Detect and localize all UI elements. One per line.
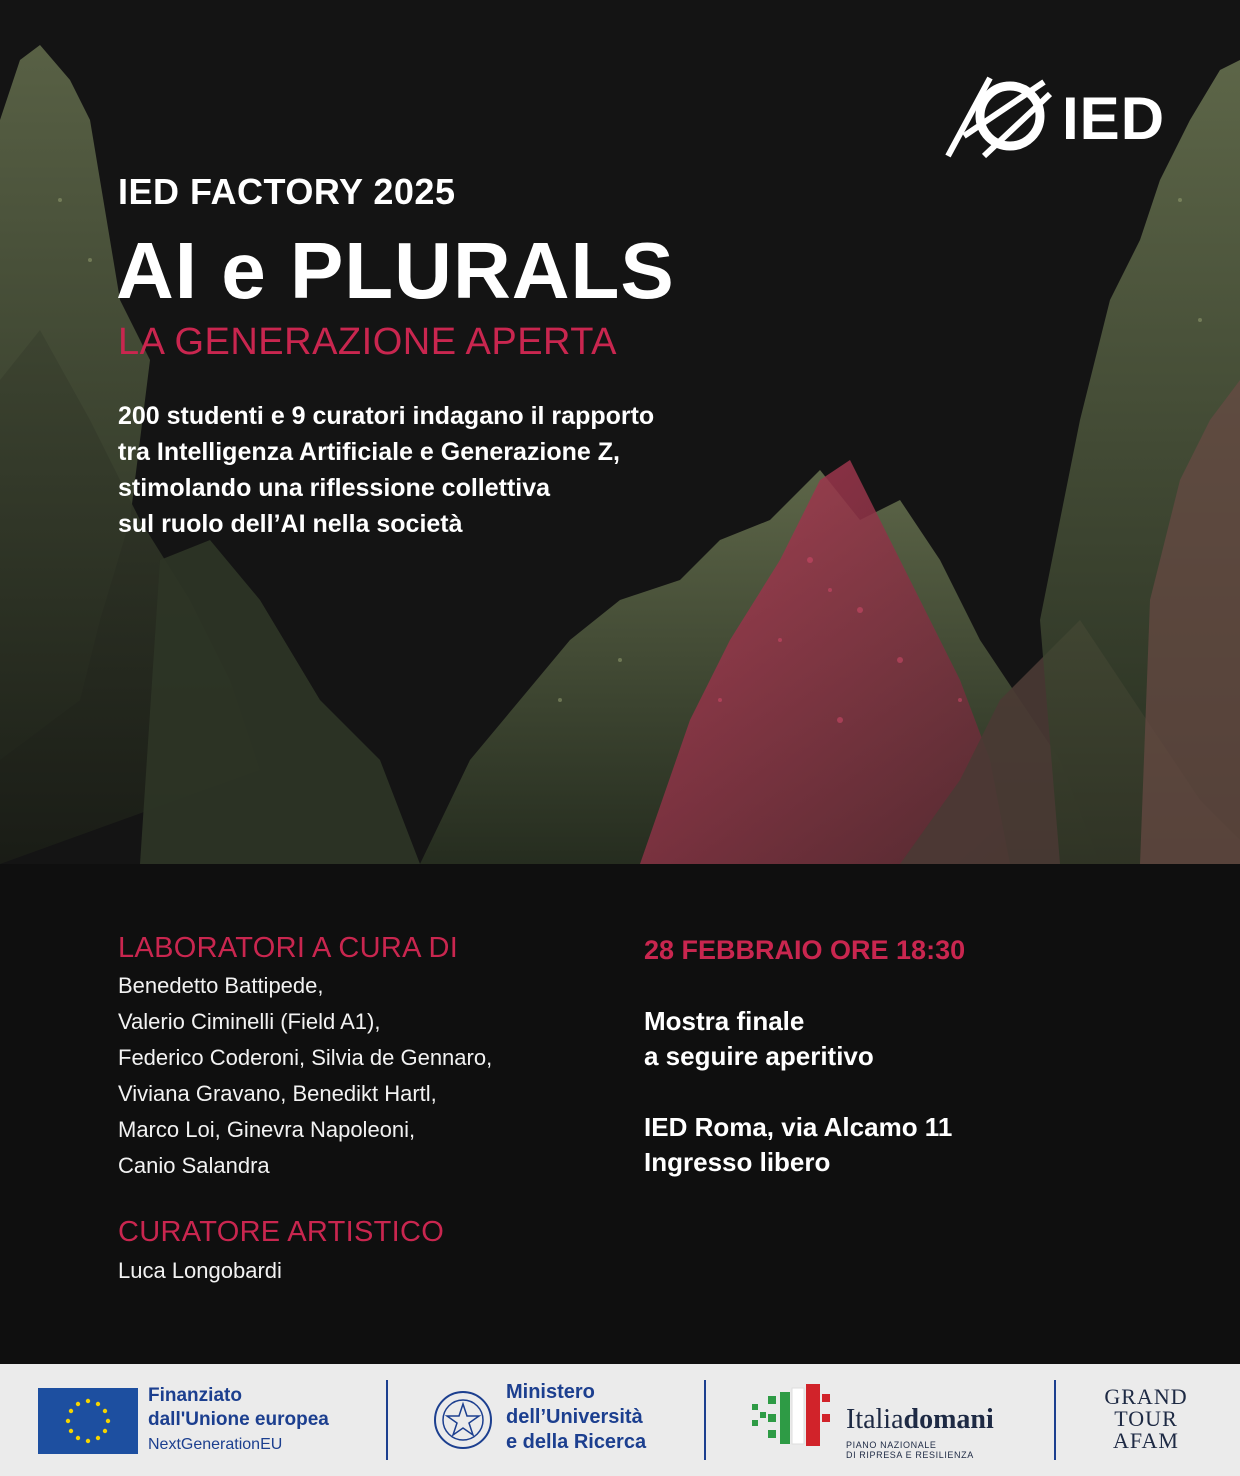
eu-text-1: Finanziato [148, 1385, 242, 1406]
list-item: Viviana Gravano, Benedikt Hartl, [118, 1081, 437, 1106]
description-line: 200 studenti e 9 curatori indagano il rapporto [118, 402, 655, 430]
eu-flag-icon [38, 1388, 138, 1454]
event-entry: Ingresso libero [644, 1147, 831, 1177]
list-item: Canio Salandra [118, 1153, 270, 1178]
divider [1054, 1380, 1056, 1460]
mur-text-1: Ministero [506, 1381, 595, 1403]
description [118, 398, 818, 542]
italian-emblem-icon [430, 1382, 496, 1458]
divider [704, 1380, 706, 1460]
description-line: stimolando una riflessione collettiva [118, 474, 551, 502]
divider [386, 1380, 388, 1460]
italiadomani-wordmark: Italiadomani [846, 1404, 994, 1435]
mur-text-3: e della Ricerca [506, 1431, 647, 1453]
page-subtitle: LA GENERAZIONE APERTA [118, 321, 618, 363]
eu-text-2: dall'Unione europea [148, 1409, 329, 1430]
event-kicker: IED FACTORY 2025 [118, 171, 456, 212]
event-date: 28 FEBBRAIO ORE 18:30 [644, 935, 966, 965]
brand-name: IED [1062, 85, 1166, 152]
labs-heading: LABORATORI A CURA DI [118, 932, 459, 964]
description-line: tra Intelligenza Artificiale e Generazione Z, [118, 438, 620, 466]
italiadomani-subtitle: PIANO NAZIONALE DI RIPRESA E RESILIENZA [846, 1440, 974, 1460]
grand-tour-afam-logo: GRAND TOUR AFAM [1104, 1384, 1188, 1453]
curator-name: Luca Longobardi [118, 1258, 282, 1283]
list-item: Marco Loi, Ginevra Napoleoni, [118, 1117, 416, 1142]
event-line: Mostra finale [644, 1006, 805, 1036]
event-venue: IED Roma, via Alcamo 11 [644, 1112, 953, 1142]
curator-heading: CURATORE ARTISTICO [118, 1216, 445, 1248]
footer-logos [0, 1364, 1240, 1476]
list-item: Federico Coderoni, Silvia de Gennaro, [118, 1045, 493, 1070]
list-item: Valerio Ciminelli (Field A1), [118, 1009, 381, 1034]
italiadomani-logo-icon [748, 1384, 838, 1450]
list-item: Benedetto Battipede, [118, 973, 324, 998]
event-line: a seguire aperitivo [644, 1041, 874, 1071]
mur-text-2: dell’Università [506, 1406, 643, 1428]
labs-list [118, 968, 492, 1184]
page-title: AI e PLURALS [116, 226, 675, 315]
eu-text-3: NextGenerationEU [148, 1436, 283, 1453]
description-line: sul ruolo dell’AI nella società [118, 510, 463, 538]
